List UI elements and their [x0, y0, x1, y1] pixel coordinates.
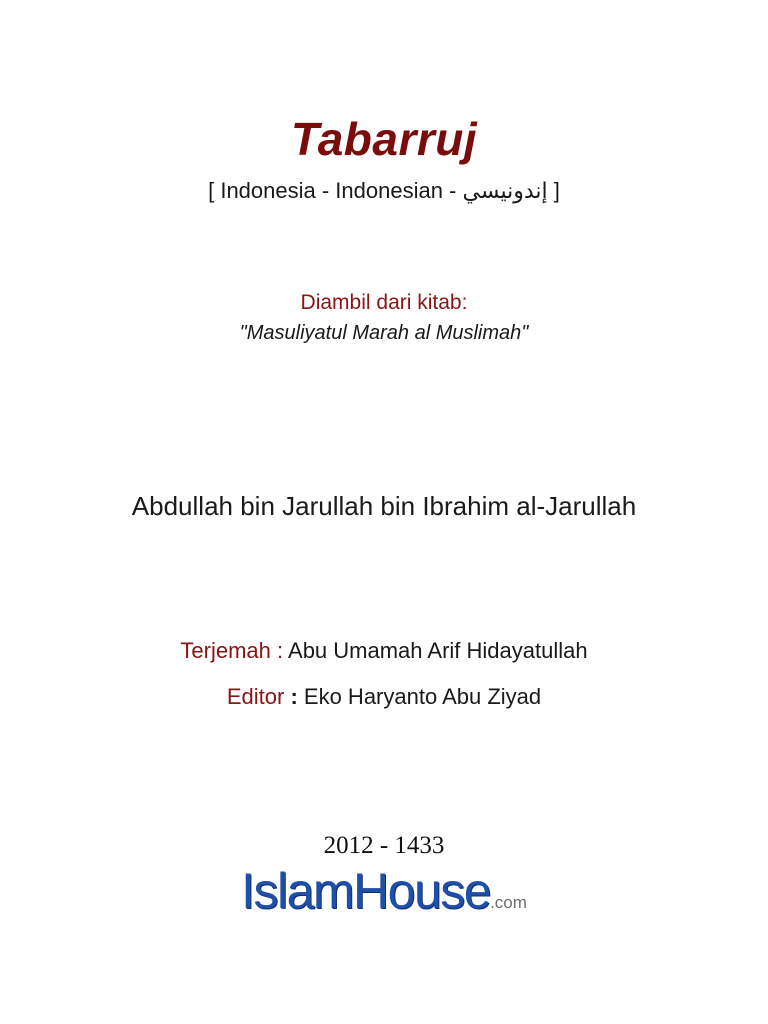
language-line: [ Indonesia - Indonesian - إندونيسي ] — [208, 178, 560, 203]
source-label: Diambil dari kitab: — [300, 291, 468, 314]
editor-name: Eko Haryanto Abu Ziyad — [303, 684, 542, 709]
source-book-title: "Masuliyatul Marah al Muslimah" — [239, 322, 529, 344]
document-title: Tabarruj — [290, 113, 478, 165]
translator-name: Abu Umamah Arif Hidayatullah — [288, 638, 588, 663]
editor-label: Editor — [226, 684, 285, 709]
editor-colon: : — [290, 684, 298, 709]
publication-year: 2012 - 1433 — [323, 832, 445, 859]
logo-tld-text: .com — [490, 893, 527, 912]
translator-label: Terjemah : — [180, 638, 284, 663]
translator-credit — [0, 638, 768, 664]
logo-brand-text: IslamHouse — [241, 863, 491, 919]
islamhouse-logo — [0, 862, 768, 920]
author-name: Abdullah bin Jarullah bin Ibrahim al-Jarullah — [131, 491, 637, 521]
editor-credit — [0, 684, 768, 710]
